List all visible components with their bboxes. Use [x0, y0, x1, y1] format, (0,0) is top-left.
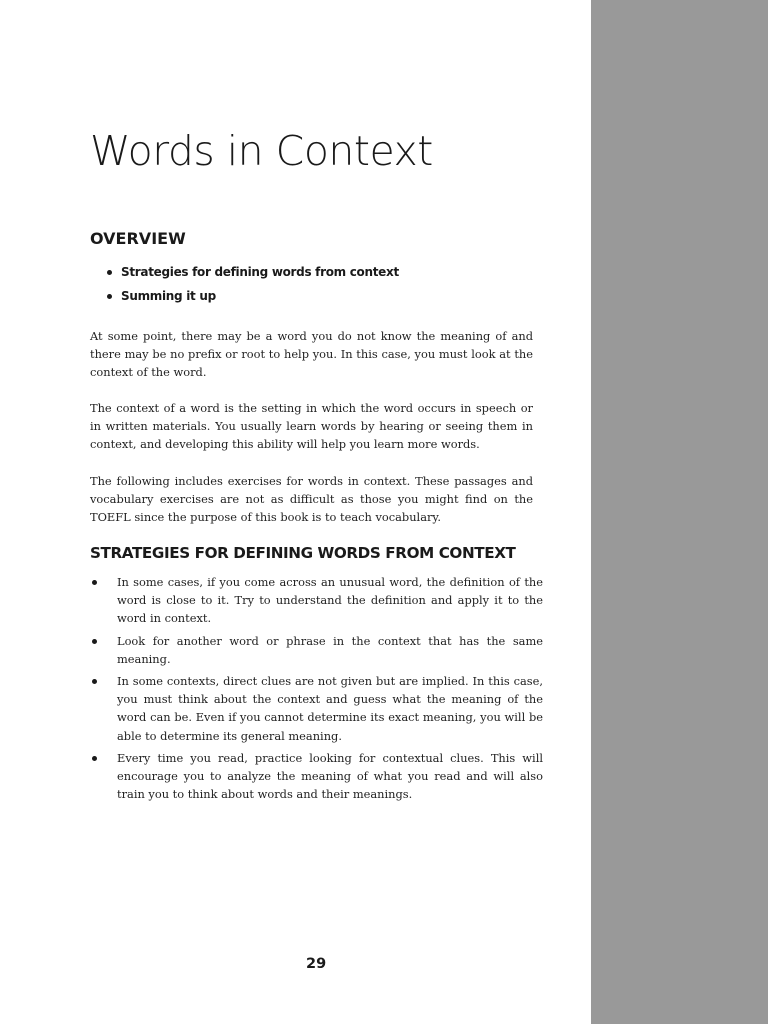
strategy-item-text: Every time you read, practice looking for contextual clues. This will encourage you to analyze the meaning of what you read and will also train you to think about words and their meanings. — [117, 750, 543, 802]
strategies-list — [90, 573, 543, 807]
strategy-item — [90, 749, 543, 804]
strategy-item — [90, 573, 543, 628]
bullet-icon — [107, 270, 112, 275]
bullet-icon — [92, 679, 97, 684]
bullet-icon — [92, 639, 97, 644]
strategy-item-text: In some cases, if you come across an unusual word, the definition of the word is close to it. Try to understand the definition and apply it to the word in context. — [117, 575, 543, 626]
intro-paragraph: At some point, there may be a word you do not know the meaning of and there may be no prefix or root to help you. In this case, you must look at the context of the word. — [90, 329, 533, 380]
strategy-item — [90, 672, 543, 745]
page-number: 29 — [306, 956, 327, 972]
bullet-icon — [107, 294, 112, 299]
strategy-item-text: In some contexts, direct clues are not given but are implied. In this case, you must think about the context and guess what the meaning of the word can be. Even if you cannot determine its exact meaning, you will be able to determine its general meaning. — [117, 674, 543, 743]
strategy-item — [90, 632, 543, 668]
strategy-item-text: Look for another word or phrase in the context that has the same meaning. — [117, 633, 543, 666]
bullet-icon — [92, 580, 97, 585]
intro-paragraph: The context of a word is the setting in which the word occurs in speech or in written materials. You usually learn words by hearing or seeing them in context, and developing this ability will help you learn more words. — [90, 401, 533, 452]
overview-item — [107, 263, 399, 287]
chapter-title: Words in Context — [90, 127, 433, 175]
bullet-icon — [92, 756, 97, 761]
intro-paragraph: The following includes exercises for words in context. These passages and vocabulary exercises are not as difficult as those you might find on the TOEFL since the purpose of this book is to teach vocabulary. — [90, 474, 533, 525]
overview-list — [107, 263, 399, 311]
strategies-heading: STRATEGIES FOR DEFINING WORDS FROM CONTEXT — [90, 544, 516, 562]
overview-item-label: Strategies for defining words from context — [121, 265, 399, 279]
overview-item — [107, 287, 399, 311]
overview-heading: OVERVIEW — [90, 229, 186, 248]
overview-item-label: Summing it up — [121, 289, 216, 303]
side-margin-band — [591, 0, 768, 1024]
